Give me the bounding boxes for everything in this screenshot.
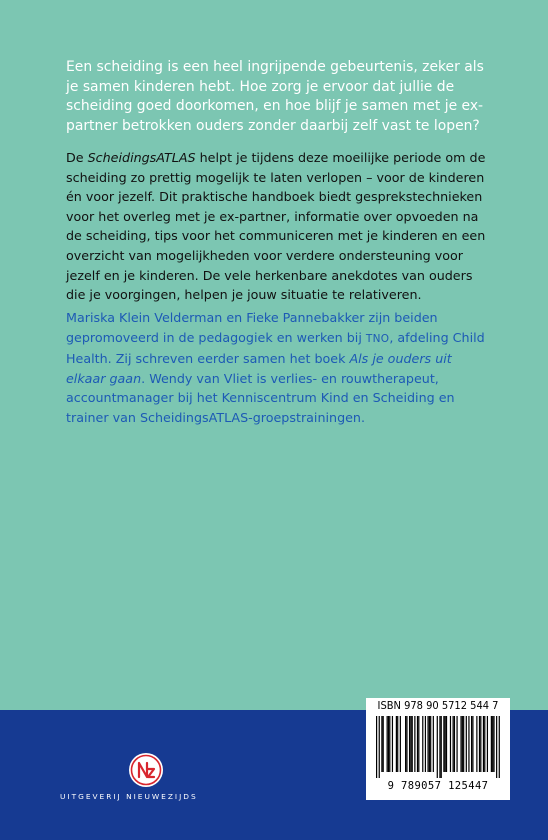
nz-seal-icon xyxy=(128,752,164,788)
barcode-bar xyxy=(383,716,384,772)
barcode-bar xyxy=(463,716,464,772)
publisher-name: UITGEVERIJ NIEUWEZIJDS xyxy=(60,792,198,801)
authors-part-3: . Wendy van Vliet is verlies- en rouwtherapeut, accountmanager bij het Kenniscentrum Kind en Scheiding en trainer van ScheidingsATLAS-groepstrainingen. xyxy=(66,370,455,425)
barcode-bar xyxy=(406,716,407,772)
barcode-bar xyxy=(422,716,423,772)
barcode-bar xyxy=(454,716,455,772)
intro-paragraph xyxy=(66,58,486,136)
barcode-bar xyxy=(412,716,413,772)
barcode-bar xyxy=(427,716,428,772)
barcode-bar xyxy=(441,716,442,778)
barcode-bar xyxy=(468,716,469,772)
body-rest: helpt je tijdens deze moeilijke periode om de scheiding zo prettig mogelijk te laten verlopen – voor de kinderen én voor jezelf. Dit praktische handboek biedt gesprekstechnieken voor het overleg met je ex-partner, informatie over opvoeden na de scheiding, tips voor het communiceren met je kinderen en een overzicht van mogelijkheden voor verdere ondersteuning voor jezelf en je kinderen. De vele herkenbare anekdotes van ouders die je voorgingen, helpen je jouw situatie te relativeren. xyxy=(66,150,486,303)
barcode-bar xyxy=(425,716,426,772)
barcode-bar xyxy=(492,716,493,772)
barcode-bar xyxy=(466,716,467,772)
barcode-bar xyxy=(443,716,444,772)
barcode-bar xyxy=(491,716,492,772)
tno-abbrev: TNO xyxy=(365,332,390,345)
barcode-bar xyxy=(499,716,500,778)
barcode-bar xyxy=(388,716,389,772)
barcode-bar xyxy=(433,716,434,772)
barcode-box xyxy=(366,714,510,800)
barcode-bar xyxy=(456,716,457,772)
barcode-bar xyxy=(376,716,377,778)
barcode-bar xyxy=(414,716,415,772)
barcode-bar xyxy=(429,716,430,772)
barcode-bar xyxy=(496,716,497,778)
barcode-bar xyxy=(476,716,477,772)
barcode-bar xyxy=(409,716,410,772)
barcode-bar xyxy=(379,716,380,778)
authors-part-1: Mariska Klein Velderman en Fieke Pannebakker zijn beiden gepromoveerd in de pedagogiek en werken bij xyxy=(66,310,438,345)
barcode-bar xyxy=(480,716,481,772)
barcode-bar xyxy=(381,716,382,772)
barcode-bar xyxy=(487,716,488,772)
barcode-bar xyxy=(400,716,401,772)
barcode-bar xyxy=(396,716,397,772)
barcode-bar xyxy=(397,716,398,772)
barcode-bar xyxy=(417,716,418,772)
barcode-bar xyxy=(437,716,438,778)
barcode-bar xyxy=(471,716,472,772)
barcode-bar xyxy=(462,716,463,772)
barcode-bar xyxy=(430,716,431,772)
barcode-number: 9 789057 125447 xyxy=(387,780,489,792)
barcode-bar xyxy=(387,716,388,772)
barcode-bar xyxy=(479,716,480,772)
barcode-bar xyxy=(410,716,411,772)
authors-part-2: , afdeling Child Health. Zij schreven eerder samen het boek xyxy=(66,329,485,367)
barcode-bar xyxy=(472,716,473,772)
barcode-bar xyxy=(405,716,406,772)
barcode-bar xyxy=(445,716,446,772)
barcode-bar xyxy=(484,716,485,772)
intro-text: Een scheiding is een heel ingrijpende gebeurtenis, zeker als je samen kinderen hebt. Hoe zorg je ervoor dat jullie de scheiding goed doorkomen, en hoe blijf je samen met je ex-partner betrokken ouders zonder daarbij zelf vast te lopen? xyxy=(66,59,484,134)
barcode-bars xyxy=(376,716,500,778)
barcode-bar xyxy=(392,716,393,772)
barcode-bar xyxy=(439,716,440,778)
barcode-bar xyxy=(453,716,454,772)
barcode-bar xyxy=(460,716,461,772)
barcode-bar xyxy=(418,716,419,772)
book-title-italic: ScheidingsATLAS xyxy=(87,150,196,165)
authors-paragraph xyxy=(66,308,486,428)
barcode-bar xyxy=(493,716,494,772)
barcode-bar xyxy=(446,716,447,772)
body-paragraph xyxy=(66,148,486,305)
isbn-label: ISBN 978 90 5712 544 7 xyxy=(366,698,510,714)
barcode-bar xyxy=(483,716,484,772)
previous-book-italic: Als je ouders uit elkaar gaan xyxy=(66,351,452,386)
body-prefix: De xyxy=(66,150,88,165)
barcode-bar xyxy=(450,716,451,772)
barcode-bar xyxy=(389,716,390,772)
